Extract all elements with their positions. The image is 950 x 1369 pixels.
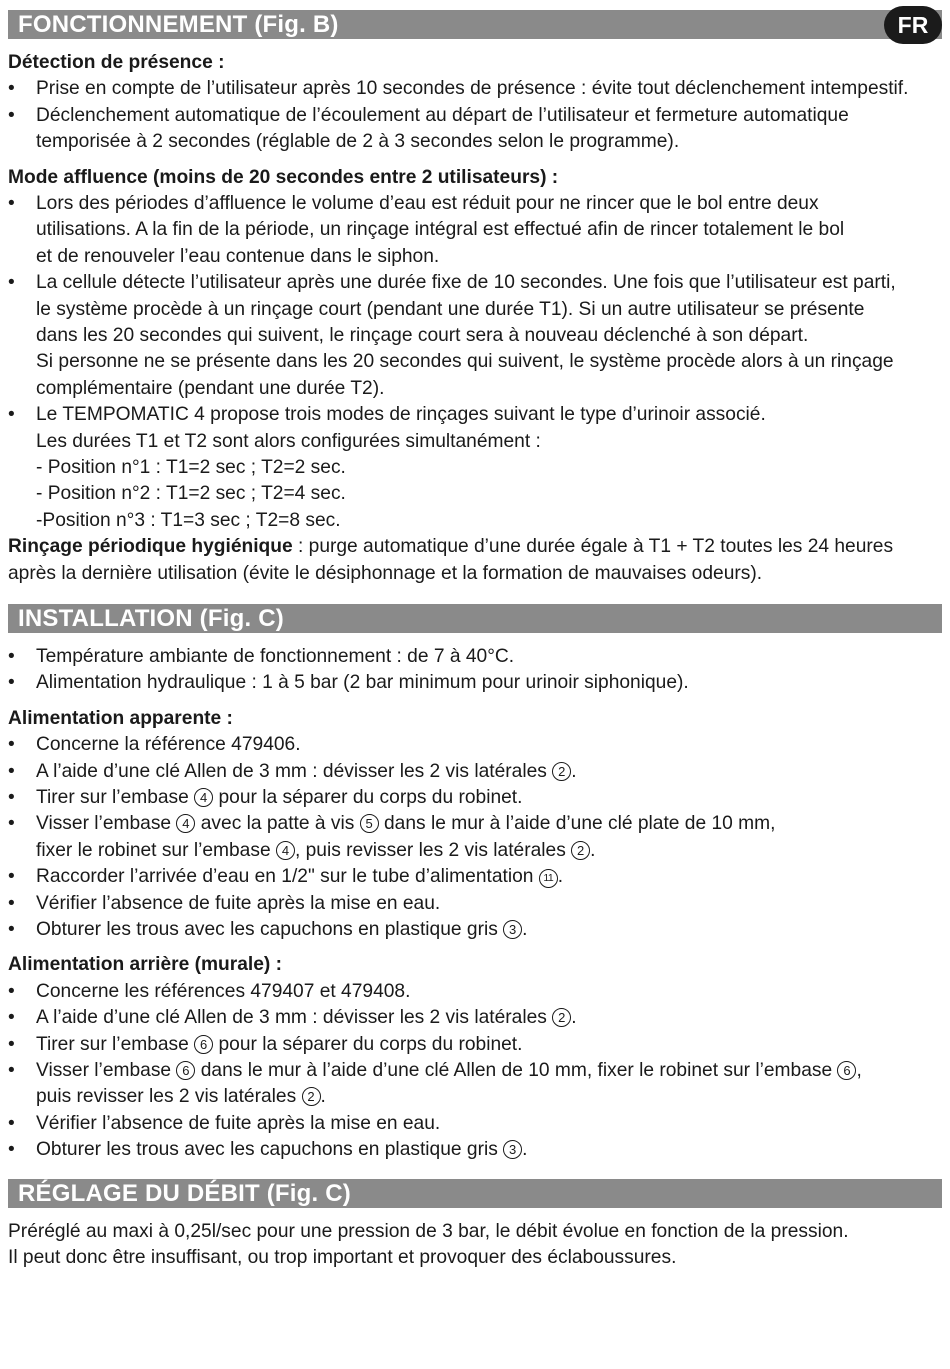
list-item: • A l’aide d’une clé Allen de 3 mm : dévisser les 2 vis latérales 2 .	[8, 759, 944, 785]
bullet-icon: •	[8, 1112, 15, 1134]
list-item: • Visser l’embase 6 dans le mur à l’aide d’une clé Allen de 10 mm, fixer le robinet sur l’embase 6 ,	[8, 1058, 944, 1084]
position-line: - Position n°1 : T1=2 sec ; T2=2 sec.	[36, 457, 346, 479]
bullet-icon: •	[8, 919, 15, 941]
list-item: • Déclenchement automatique de l’écoulement au départ de l’utilisateur et fermeture automatique	[8, 103, 944, 129]
hygiene-paragraph-continuation: après la dernière utilisation (évite le désiphonnage et la formation de mauvaises odeurs).	[8, 562, 763, 584]
bullet-icon: •	[8, 1007, 15, 1029]
section-header-installation	[8, 604, 942, 633]
list-item: • Vérifier l’absence de fuite après la mise en eau.	[8, 891, 944, 917]
bullet-icon: •	[8, 1033, 15, 1055]
list-item: • Concerne les références 479407 et 479408.	[8, 979, 944, 1005]
list-item-continuation: puis revisser les 2 vis latérales 2 .	[36, 1086, 326, 1108]
reglage-line: Il peut donc être insuffisant, ou trop important et provoquer des éclaboussures.	[8, 1247, 677, 1269]
position-line: -Position n°3 : T1=3 sec ; T2=8 sec.	[36, 509, 341, 531]
bullet-icon: •	[8, 760, 15, 782]
list-item: • Le TEMPOMATIC 4 propose trois modes de rinçages suivant le type d’urinoir associé.	[8, 402, 944, 428]
callout-number: 6	[837, 1061, 856, 1080]
list-item: • Lors des périodes d’affluence le volume d’eau est réduit pour ne rincer que le bol entre deux	[8, 191, 944, 217]
bullet-icon: •	[8, 672, 15, 694]
detection-heading: Détection de présence :	[8, 52, 225, 73]
reglage-content	[8, 1219, 944, 1272]
callout-number: 5	[360, 814, 379, 833]
list-item: • Prise en compte de l’utilisateur après 10 secondes de présence : évite tout déclenchement intempestif.	[8, 76, 944, 102]
bullet-icon: •	[8, 813, 15, 835]
list-item: • Tirer sur l’embase 4 pour la séparer du corps du robinet.	[8, 785, 944, 811]
apparente-heading: Alimentation apparente :	[8, 707, 233, 729]
callout-number: 3	[503, 1140, 522, 1159]
callout-number: 4	[176, 814, 195, 833]
list-item: • La cellule détecte l’utilisateur après une durée fixe de 10 secondes. Une fois que l’utilisateur est parti,	[8, 270, 944, 296]
list-item-continuation: complémentaire (pendant une durée T2).	[36, 377, 385, 399]
list-item-continuation: Si personne ne se présente dans les 20 secondes qui suivent, le système procède alors à un rinçage	[36, 351, 894, 373]
callout-number: 4	[276, 841, 295, 860]
bullet-icon: •	[8, 193, 15, 214]
bullet-icon: •	[8, 866, 15, 888]
hygiene-heading: Rinçage périodique hygiénique	[8, 536, 293, 558]
callout-number: 2	[302, 1087, 321, 1106]
callout-number: 3	[503, 920, 522, 939]
list-item: • Concerne la référence 479406.	[8, 732, 944, 758]
callout-number: 11	[539, 869, 558, 888]
section-header-reglage	[8, 1179, 942, 1208]
list-item: • Obturer les trous avec les capuchons en plastique gris 3 .	[8, 1137, 944, 1163]
callout-number: 2	[571, 841, 590, 860]
list-item: • Obturer les trous avec les capuchons en plastique gris 3 .	[8, 917, 944, 943]
reglage-line: Préréglé au maxi à 0,25l/sec pour une pression de 3 bar, le débit évolue en fonction de la pression.	[8, 1221, 849, 1242]
bullet-icon: •	[8, 734, 15, 756]
section-title: FONCTIONNEMENT (Fig. B)	[18, 11, 339, 38]
callout-number: 2	[552, 762, 571, 781]
list-item-continuation: dans les 20 secondes qui suivent, le rinçage court sera à nouveau déclenché à son départ.	[36, 325, 809, 347]
list-item: • Tirer sur l’embase 6 pour la séparer du corps du robinet.	[8, 1032, 944, 1058]
bullet-icon: •	[8, 787, 15, 809]
list-item-continuation: utilisations. A la fin de la période, un rinçage intégral est effectué afin de rincer totalement le bol	[36, 219, 845, 241]
section-title: RÉGLAGE DU DÉBIT (Fig. C)	[18, 1180, 351, 1207]
list-item-continuation: fixer le robinet sur l’embase 4 , puis revisser les 2 vis latérales 2 .	[36, 839, 596, 861]
section-header-fonctionnement	[8, 10, 942, 39]
callout-number: 6	[176, 1061, 195, 1080]
installation-content	[8, 644, 944, 1164]
affluence-heading: Mode affluence (moins de 20 secondes entre 2 utilisateurs) :	[8, 166, 559, 188]
list-item: • Raccorder l’arrivée d’eau en 1/2" sur le tube d’alimentation 11 .	[8, 864, 944, 890]
list-item-continuation: le système procède à un rinçage court (pendant une durée T1). Si un autre utilisateur se présente	[36, 298, 865, 320]
bullet-icon: •	[8, 78, 15, 100]
callout-number: 2	[552, 1008, 571, 1027]
position-line: - Position n°2 : T1=2 sec ; T2=4 sec.	[36, 483, 346, 505]
hygiene-paragraph: Rinçage périodique hygiénique : purge automatique d’une durée égale à T1 + T2 toutes les 24 heures	[8, 536, 894, 558]
bullet-icon: •	[8, 404, 15, 426]
bullet-icon: •	[8, 1139, 15, 1161]
list-item-continuation: et de renouveler l’eau contenue dans le siphon.	[36, 245, 440, 267]
section-title: INSTALLATION (Fig. C)	[18, 605, 284, 632]
list-item: • Température ambiante de fonctionnement : de 7 à 40°C.	[8, 644, 944, 670]
list-item: • A l’aide d’une clé Allen de 3 mm : dévisser les 2 vis latérales 2 .	[8, 1005, 944, 1031]
list-item: • Visser l’embase 4 avec la patte à vis 5 dans le mur à l’aide d’une clé plate de 10 mm,	[8, 811, 944, 837]
bullet-icon: •	[8, 646, 15, 667]
bullet-icon: •	[8, 980, 15, 1002]
bullet-icon: •	[8, 1060, 15, 1082]
bullet-icon: •	[8, 892, 15, 914]
list-item: • Alimentation hydraulique : 1 à 5 bar (2 bar minimum pour urinoir siphonique).	[8, 670, 944, 696]
callout-number: 6	[194, 1035, 213, 1054]
list-item-continuation: temporisée à 2 secondes (réglable de 2 à 3 secondes selon le programme).	[36, 131, 680, 153]
language-badge: FR	[884, 6, 942, 44]
list-item-continuation: Les durées T1 et T2 sont alors configurées simultanément :	[36, 430, 541, 452]
fonctionnement-content	[8, 50, 944, 587]
bullet-icon: •	[8, 104, 15, 126]
callout-number: 4	[194, 788, 213, 807]
list-item: • Vérifier l’absence de fuite après la mise en eau.	[8, 1111, 944, 1137]
arriere-heading: Alimentation arrière (murale) :	[8, 954, 283, 976]
bullet-icon: •	[8, 272, 15, 294]
